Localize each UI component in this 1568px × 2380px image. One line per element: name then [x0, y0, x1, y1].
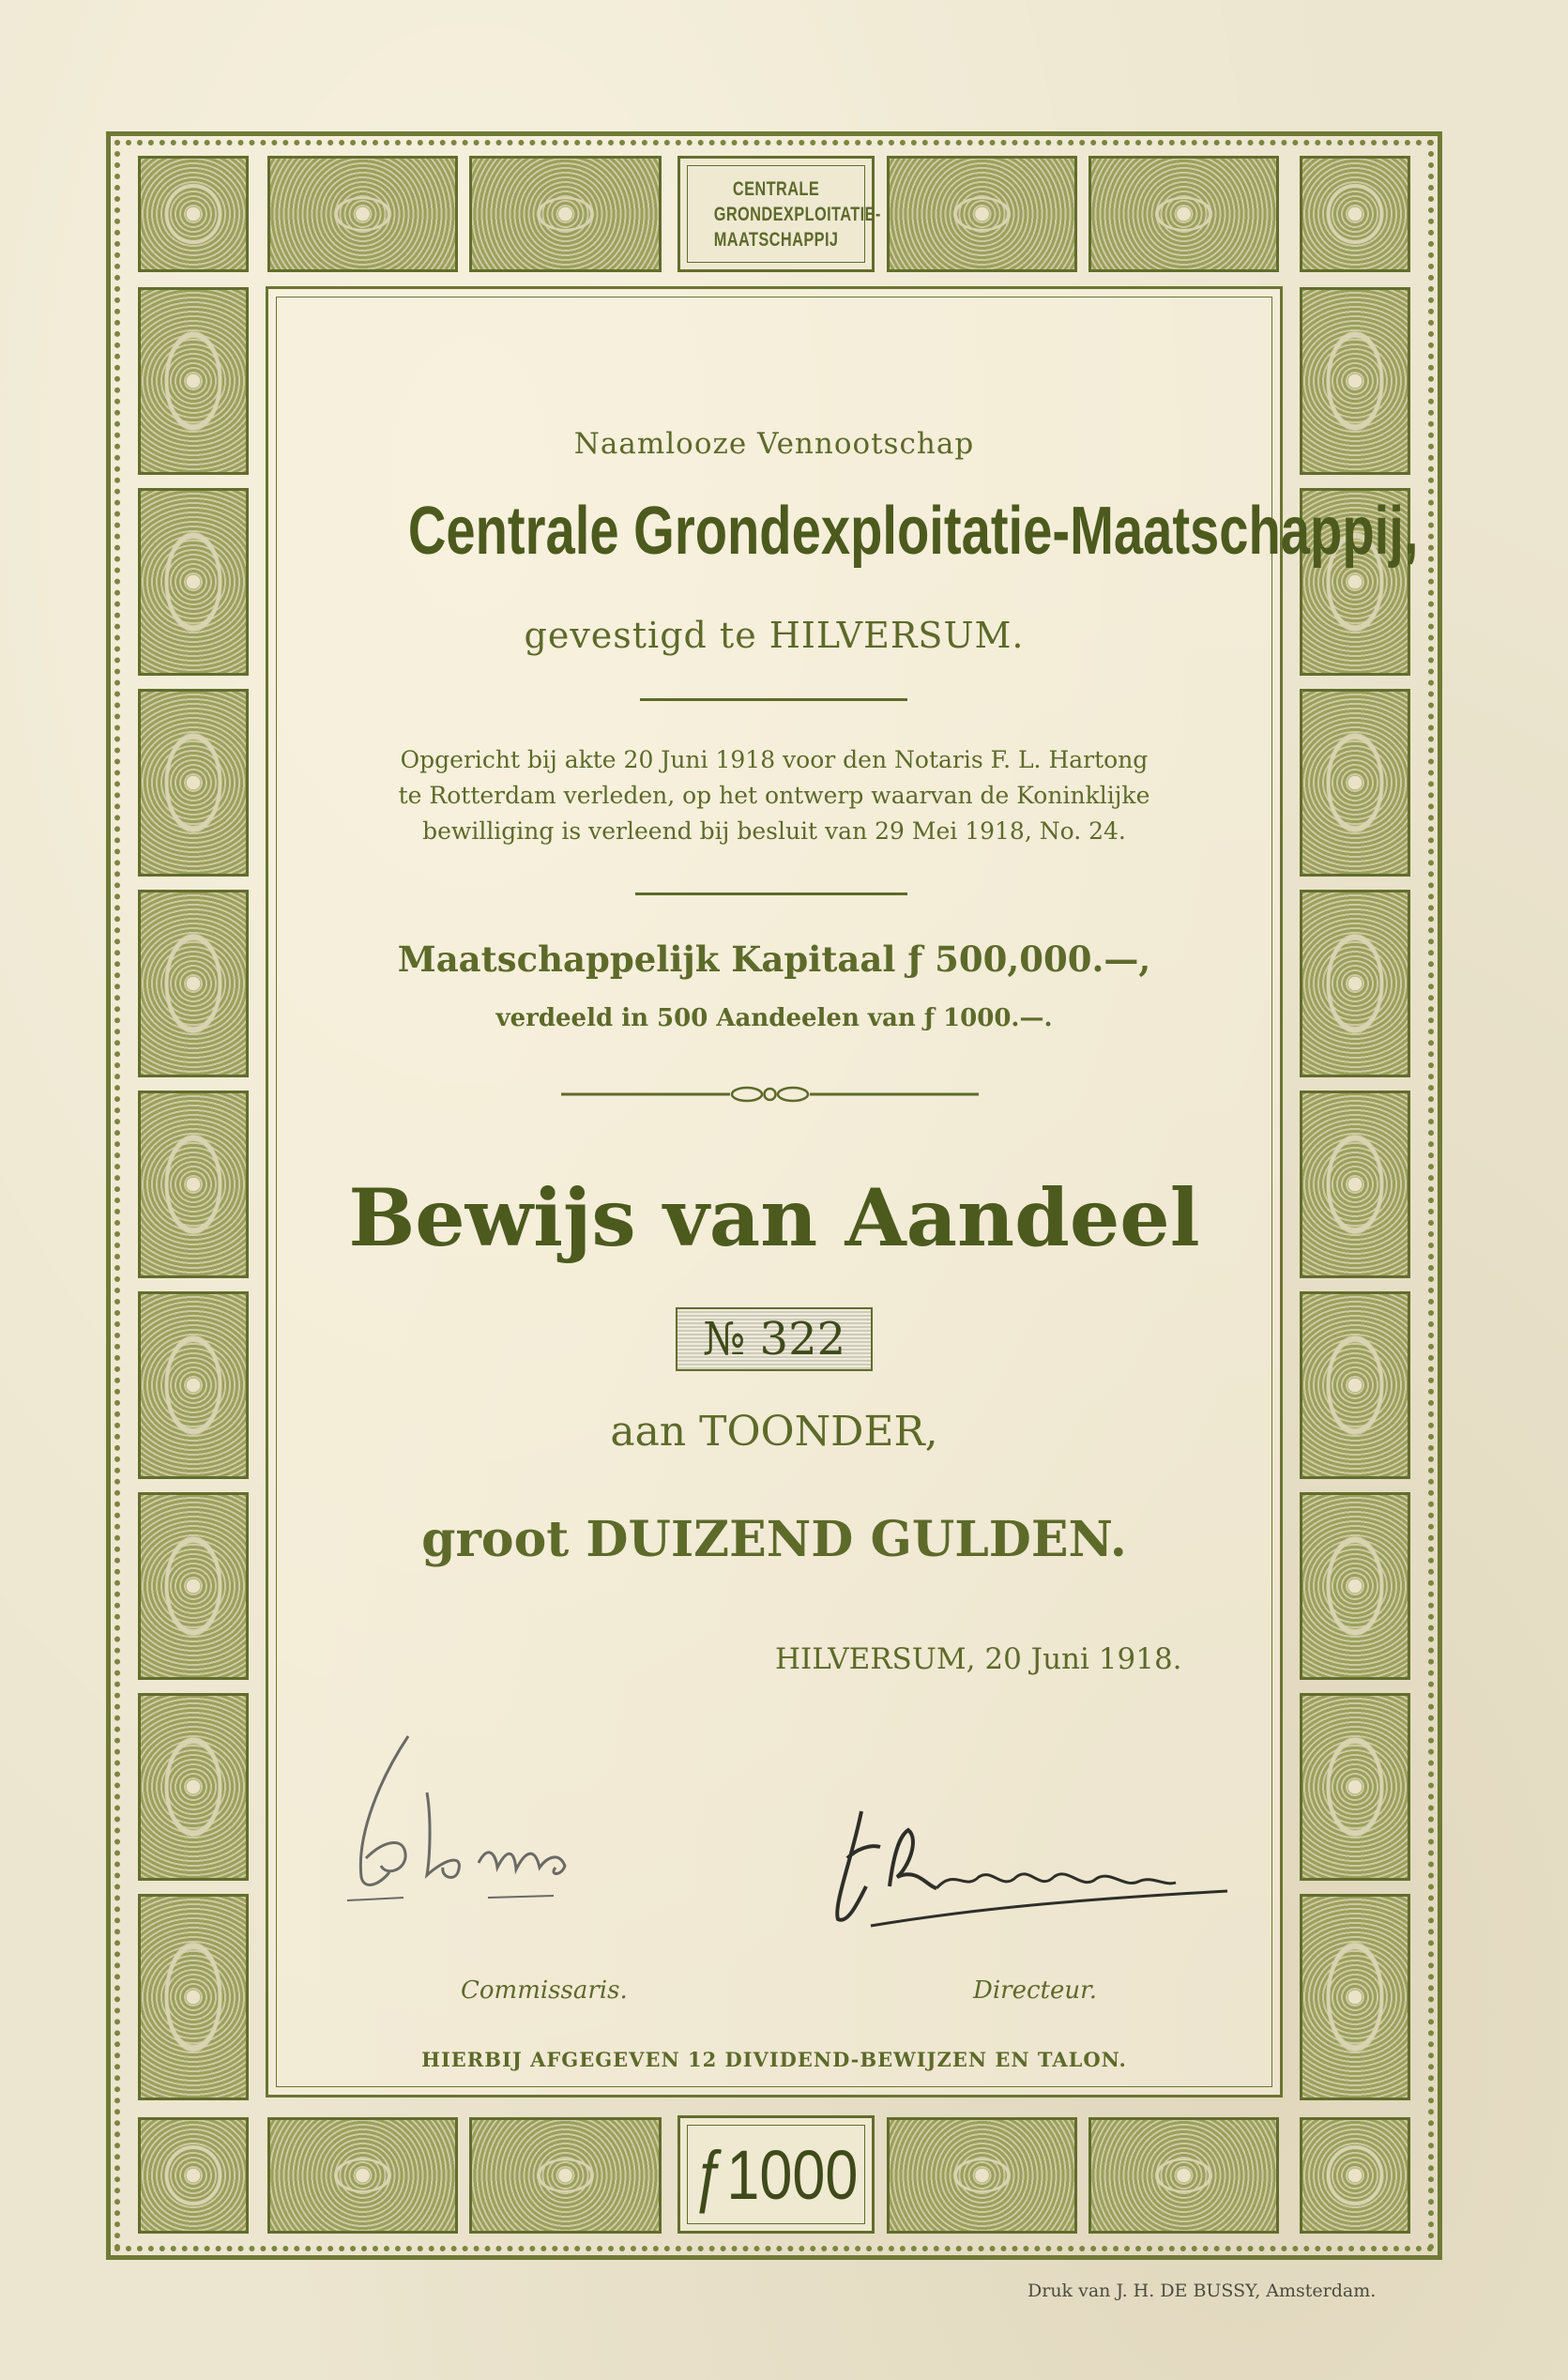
ornamental-divider: [561, 1083, 979, 1106]
directeur-signature: [814, 1802, 1237, 1933]
ornament-tile: [138, 2117, 249, 2234]
header-label-box: [677, 156, 881, 272]
ornament-tile: [138, 689, 249, 877]
ornament-tile: [469, 156, 662, 272]
ornament-tile: [138, 1291, 249, 1479]
dividend-note: HIERBIJ AFGEGEVEN 12 DIVIDEND-BEWIJZEN EN TALON.: [421, 2048, 1127, 2071]
certificate-number: № 322: [702, 1313, 846, 1365]
ornament-tile: [1300, 1492, 1410, 1680]
ornament-tile: [1300, 1693, 1410, 1881]
company-seat: gevestigd te HILVERSUM.: [524, 615, 1025, 656]
ornament-tile: [267, 156, 458, 272]
commissaris-label: Commissaris.: [461, 1976, 628, 2005]
ornament-tile: [138, 890, 249, 1077]
company-name-wrap: [266, 493, 1419, 570]
founding-line-1: Opgericht bij akte 20 Juni 1918 voor den Notaris F. L. Hartong: [400, 746, 1149, 773]
ornament-tile: [469, 2117, 662, 2234]
ornament-tile: [1088, 156, 1279, 272]
company-name: Centrale Grondexploitatie-Maatschappij,: [407, 494, 1419, 569]
printer-imprint: Druk van J. H. DE BUSSY, Amsterdam.: [1028, 2281, 1377, 2301]
ornament-tile: [1300, 890, 1410, 1077]
ornament-tile: [1300, 287, 1410, 475]
ornament-tile: [1300, 156, 1410, 272]
denomination-box: [677, 2115, 875, 2234]
ornament-tile: [1300, 689, 1410, 877]
capital-line-1: Maatschappelijk Kapitaal ƒ 500,000.—,: [397, 938, 1151, 980]
ornament-tile: [138, 287, 249, 475]
ornament-tile: [887, 2117, 1077, 2234]
divider: [640, 698, 907, 701]
ornament-tile: [1300, 1091, 1410, 1278]
header-label: CENTRALE GRONDEXPLOITATIE-MAATSCHAPPIJ: [713, 177, 881, 251]
ornament-tile: [138, 488, 249, 676]
ornament-tile: [138, 156, 249, 272]
ornament-tile: [1300, 1291, 1410, 1479]
commissaris-signature: [338, 1727, 638, 1905]
ornament-tile: [1088, 2117, 1279, 2234]
ornament-tile: [887, 156, 1077, 272]
certificate-title: Bewijs van Aandeel: [348, 1171, 1200, 1264]
place-date: HILVERSUM, 20 Juni 1918.: [775, 1642, 1182, 1676]
ornament-tile: [138, 1091, 249, 1278]
ornament-tile: [1300, 1894, 1410, 2100]
ornament-tile: [267, 2117, 458, 2234]
founding-line-2: te Rotterdam verleden, op het ontwerp waarvan de Koninklijke: [398, 782, 1150, 809]
company-form: Naamlooze Vennootschap: [573, 427, 975, 461]
certificate-holder: aan TOONDER,: [610, 1408, 938, 1456]
denomination: ƒ1000: [693, 2135, 859, 2214]
directeur-label: Directeur.: [973, 1976, 1097, 2005]
capital-line-2: verdeeld in 500 Aandeelen van ƒ 1000.—.: [495, 1004, 1053, 1032]
ornament-tile: [1300, 2117, 1410, 2234]
ornament-tile: [138, 1693, 249, 1881]
founding-line-3: bewilliging is verleend bij besluit van 29 Mei 1918, No. 24.: [422, 817, 1126, 845]
certificate-amount: groot DUIZEND GULDEN.: [421, 1511, 1127, 1568]
certificate-number-box: [676, 1307, 873, 1371]
ornament-tile: [138, 1894, 249, 2100]
ornament-tile: [138, 1492, 249, 1680]
divider: [635, 892, 907, 895]
